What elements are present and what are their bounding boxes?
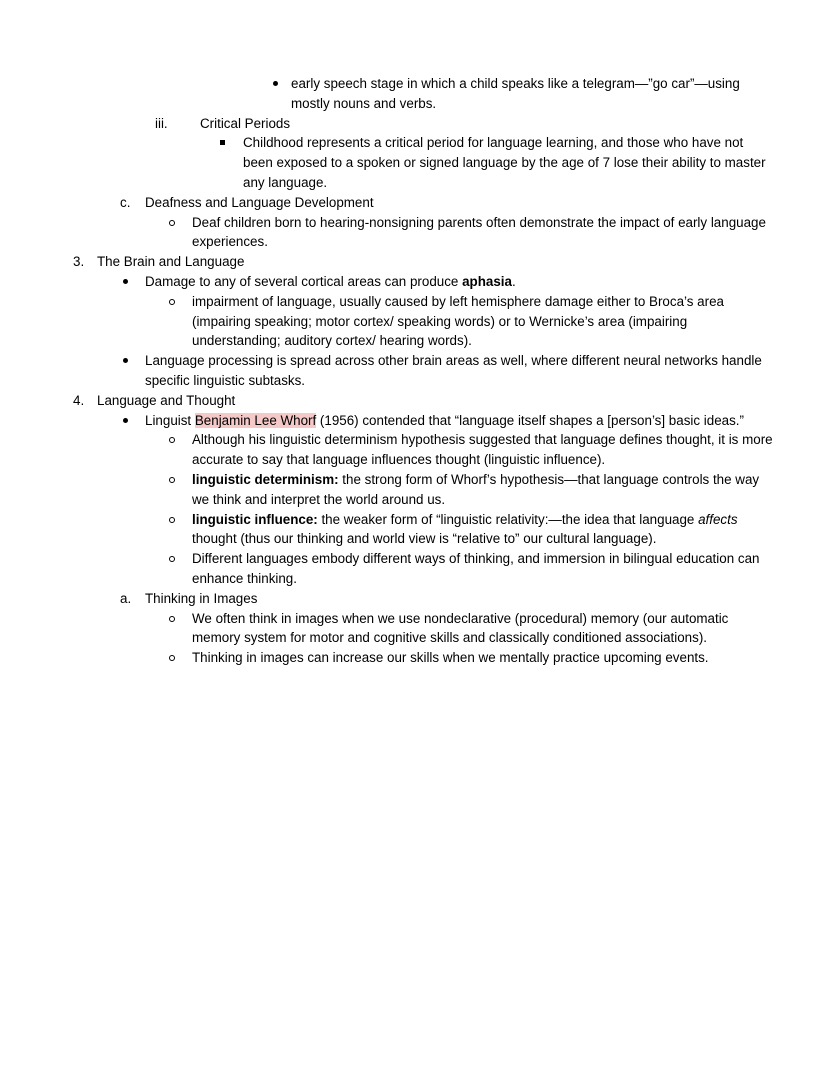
text-run: Childhood represents a critical period for language learning, and those who have not been exposed to a spoken or signed language by the age of 7 lose their ability to master any language. [243,135,766,190]
text-run: affects [698,511,738,527]
disc-bullet-icon [270,74,291,94]
outline-item [0,648,775,668]
text-run: We often think in images when we use nondeclarative (procedural) memory (our automatic memory system for motor and cognitive skills and classically conditioned associations). [192,610,729,646]
item-text [200,114,775,134]
item-text [192,470,775,510]
disc-bullet-icon [120,351,145,371]
disc-bullet-icon [123,358,128,363]
outline-item [0,589,775,609]
circle-bullet-icon [166,549,192,569]
text-run: aphasia [462,273,512,289]
text-run: Critical Periods [200,115,291,131]
text-run: thought (thus our thinking and world view is “relative to” our cultural language). [192,531,657,547]
circle-bullet-icon [166,510,192,530]
outline-item [0,549,775,589]
list-number-label: 4. [73,392,85,408]
item-text [145,272,775,292]
item-text [192,213,775,253]
circle-bullet-icon [169,477,175,483]
text-run: Damage to any of several cortical areas can produce [145,273,463,289]
circle-bullet-icon [166,648,192,668]
text-run: Deaf children born to hearing-nonsigning parents often demonstrate the impact of early language experiences. [192,214,766,250]
text-run: impairment of language, usually caused by left hemisphere damage either to Broca’s area (impairing speaking; motor cortex/ speaking words) or to Wernicke’s area (impairing understanding; auditory cortex/ hearing words). [192,293,724,349]
circle-bullet-icon [166,213,192,233]
item-text [192,430,775,470]
item-text [291,74,775,114]
outline-item [0,114,775,134]
outline-item [0,510,775,550]
outline-item [0,74,775,114]
item-text [192,292,775,351]
circle-bullet-icon [166,430,192,450]
item-text [97,252,775,272]
circle-bullet-icon [169,616,175,622]
text-run: the weaker form of “linguistic relativity:—the idea that language [317,511,699,527]
outline-item [0,411,775,431]
outline-item [0,213,775,253]
item-text [192,510,775,550]
disc-bullet-icon [123,279,128,284]
text-run: Language processing is spread across other brain areas as well, where different neural networks handle specific linguistic subtasks. [145,353,762,388]
text-run: Although his linguistic determinism hypothesis suggested that language defines thought, it is more accurate to say that language influences thought (linguistic influence). [192,432,773,468]
outline-item [0,252,775,272]
item-text [145,411,775,431]
circle-bullet-icon [169,517,175,523]
text-run: Deafness and Language Development [145,194,374,210]
text-run: Language and Thought [97,392,236,408]
circle-bullet-icon [166,609,192,629]
list-number-label: c. [120,194,131,210]
circle-bullet-icon [166,292,192,312]
outline-item [0,470,775,510]
outline-item [0,133,775,192]
disc-bullet-icon [120,272,145,292]
list-number-label: a. [120,590,132,606]
outline-item [0,351,775,391]
disc-bullet-icon [273,81,278,86]
text-run: linguistic influence: [192,511,318,527]
circle-bullet-icon [169,220,175,226]
outline [0,74,775,668]
circle-bullet-icon [169,655,175,661]
circle-bullet-icon [169,556,175,562]
square-bullet-icon [217,133,243,153]
text-run: the strong form of Whorf’s hypothesis—that language controls the way we think and interpret the world around us. [192,471,760,507]
circle-bullet-icon [169,299,175,305]
list-number-label: iii. [155,115,168,131]
square-bullet-icon [220,140,225,145]
item-text [243,133,775,192]
outline-item [0,292,775,351]
text-run: Thinking in images can increase our skills when we mentally practice upcoming events. [192,650,709,666]
disc-bullet-icon [120,411,145,431]
circle-bullet-icon [169,437,175,443]
highlighted-text: Benjamin Lee Whorf [194,412,317,428]
item-text [192,549,775,589]
outline-item [0,272,775,292]
outline-item [0,391,775,411]
item-text [145,351,775,391]
item-text [97,391,775,411]
item-text [145,589,775,609]
outline-item [0,609,775,649]
text-run: (1956) contended that “language itself shapes a [person’s] basic ideas.” [316,412,744,428]
circle-bullet-icon [166,470,192,490]
text-run: linguistic determinism: [192,471,339,487]
item-text [145,193,775,213]
item-text [192,609,775,649]
text-run: early speech stage in which a child speaks like a telegram—”go car”—using mostly nouns and verbs. [291,76,740,111]
outline-item [0,430,775,470]
text-run: The Brain and Language [97,254,245,270]
item-text [192,648,775,668]
list-number-label: 3. [73,254,85,270]
outline-item [0,193,775,213]
text-run: Different languages embody different ways of thinking, and immersion in bilingual education can enhance thinking. [192,551,760,586]
text-run: Linguist [145,412,195,428]
text-run: . [511,273,516,289]
disc-bullet-icon [123,418,128,423]
text-run: Thinking in Images [145,590,258,606]
